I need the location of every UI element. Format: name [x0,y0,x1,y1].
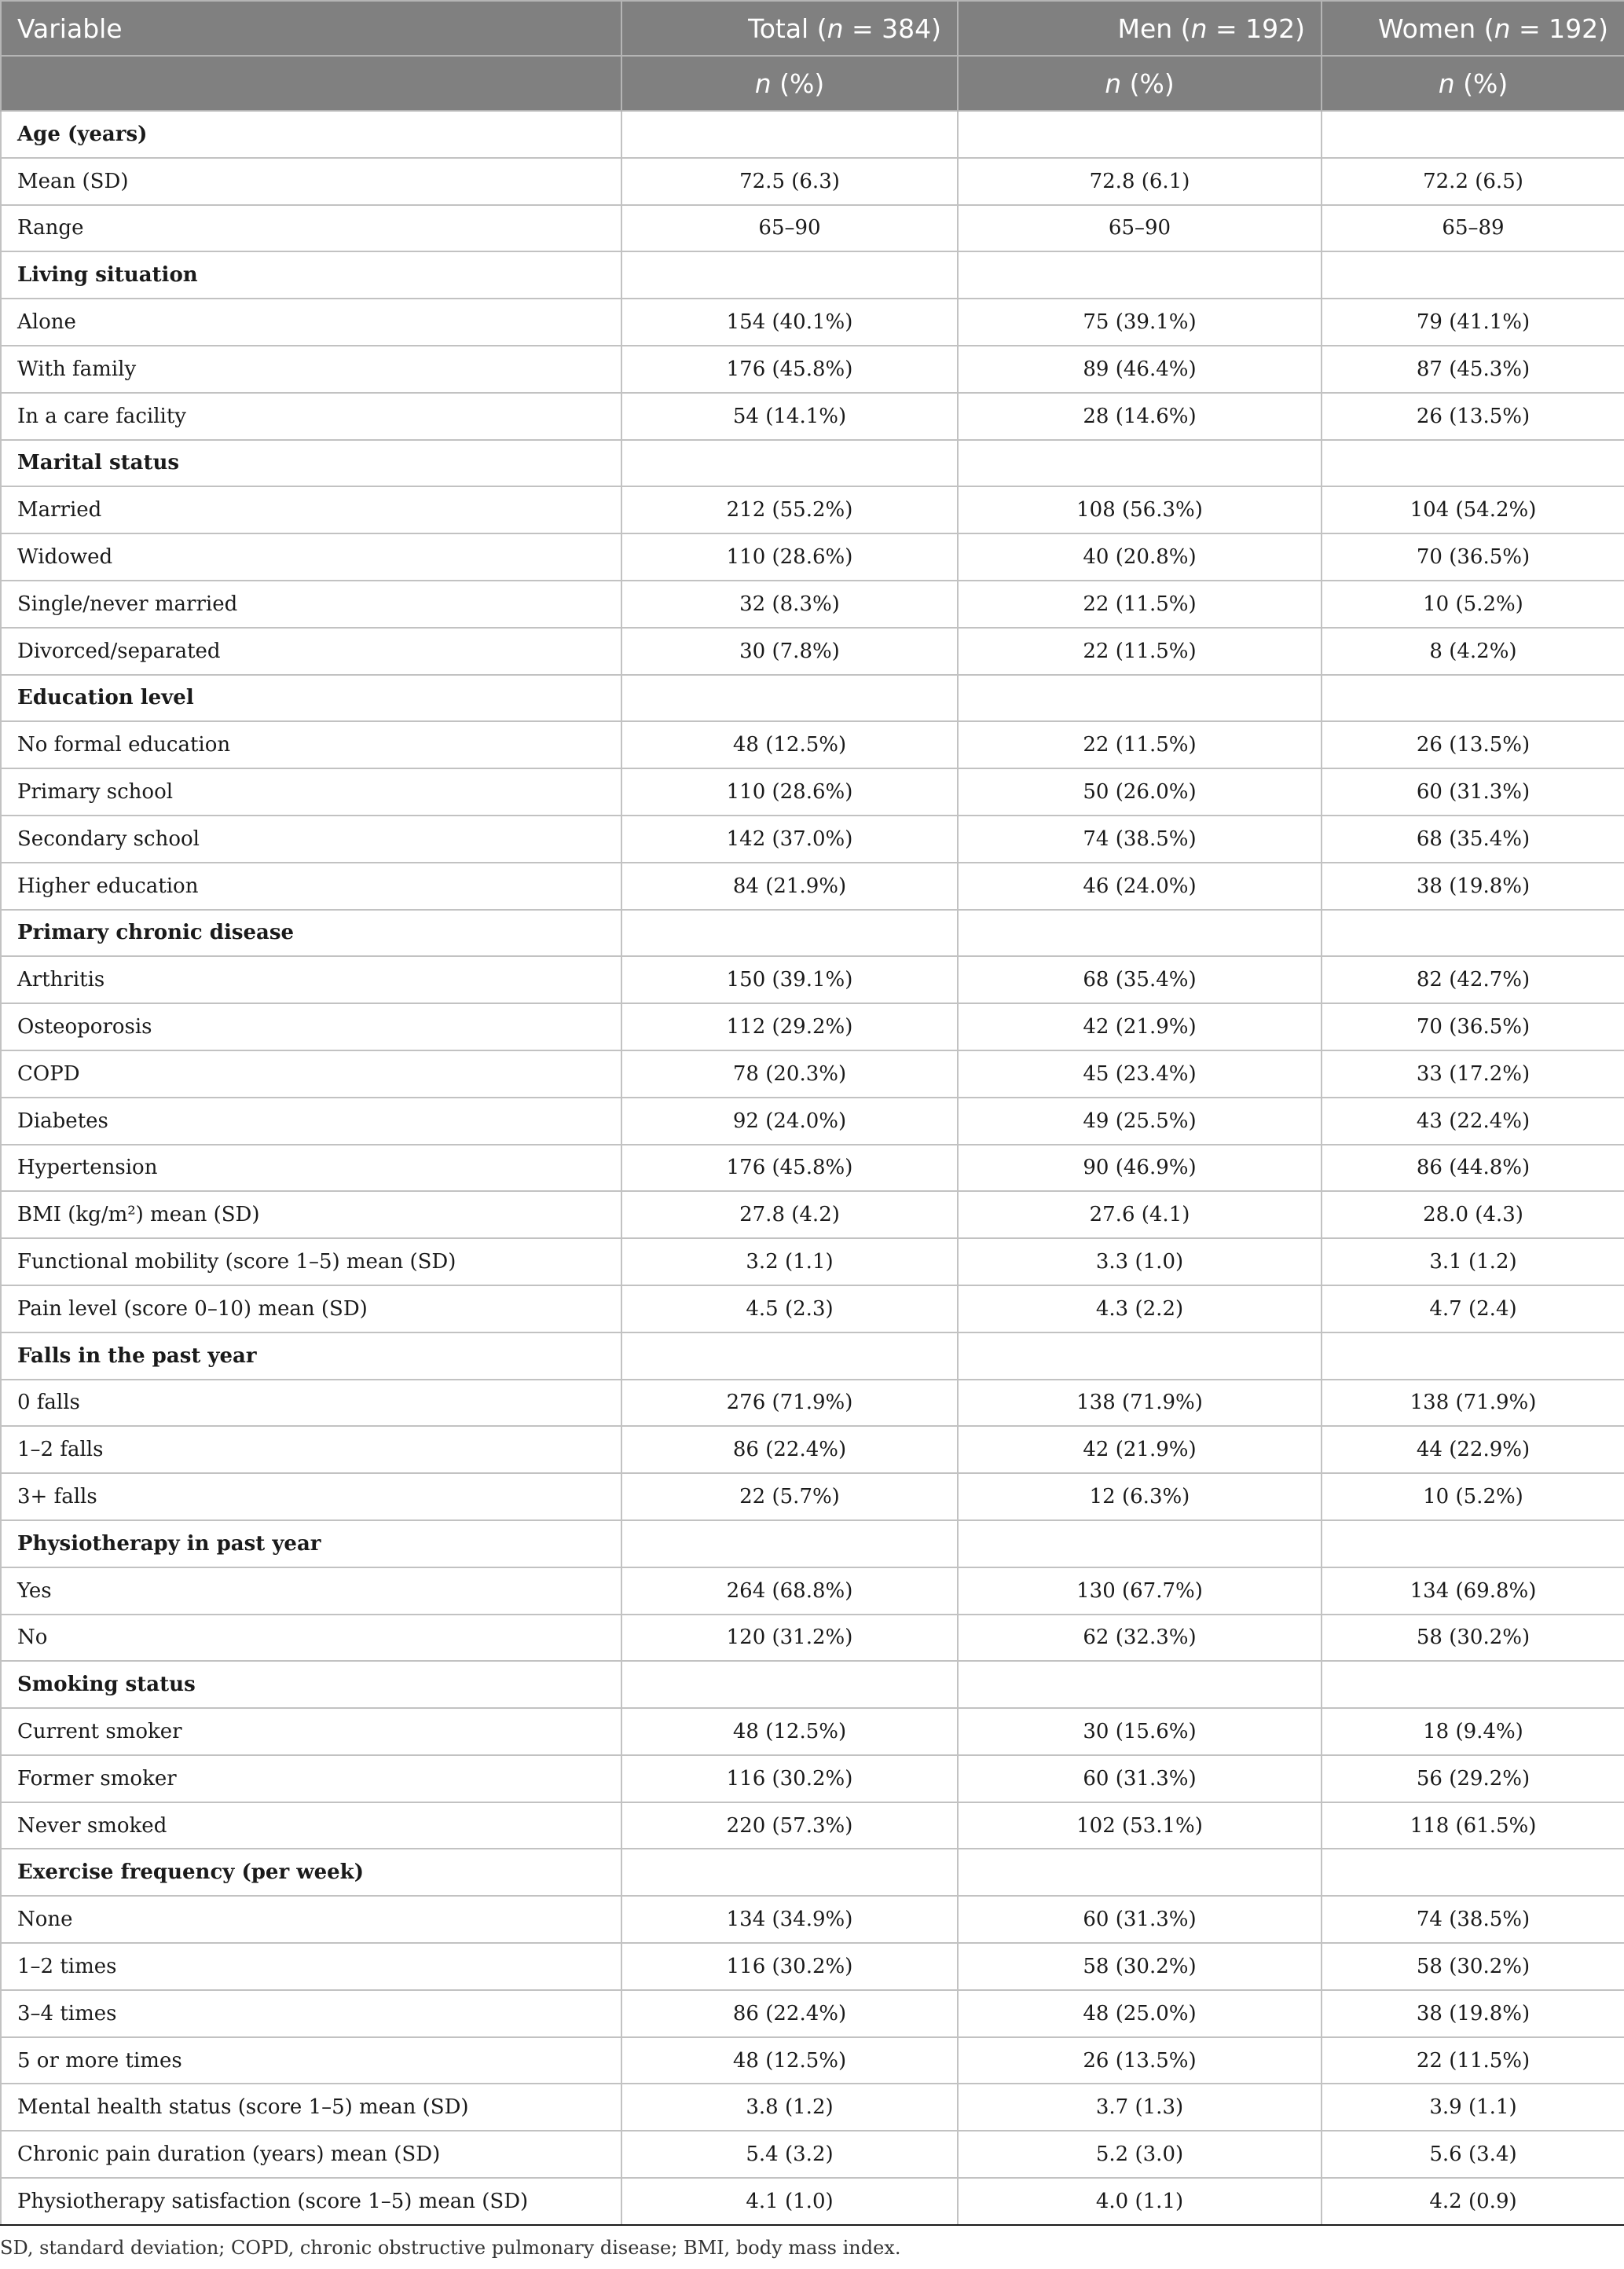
cell-variable: Hypertension [1,1145,621,1192]
cell-variable: Alone [1,299,621,346]
subheader-women: n (%) [1322,56,1624,111]
cell-women: 58 (30.2%) [1322,1943,1624,1990]
cell-men: 3.7 (1.3) [958,2084,1322,2131]
table-body [1,111,1624,2225]
cell-men: 30 (15.6%) [958,1708,1322,1755]
cell-total [621,675,958,722]
cell-total: 110 (28.6%) [621,533,958,581]
section-header-row [1,1332,1624,1380]
cell-women [1322,1520,1624,1567]
cell-variable: Arthritis [1,956,621,1003]
cell-total: 72.5 (6.3) [621,158,958,205]
cell-variable: With family [1,346,621,393]
cell-men: 58 (30.2%) [958,1943,1322,1990]
cell-variable: Secondary school [1,816,621,863]
table-row [1,1426,1624,1473]
cell-total: 48 (12.5%) [621,721,958,768]
table-row [1,721,1624,768]
section-header-row [1,1849,1624,1896]
cell-men [958,440,1322,487]
cell-men: 60 (31.3%) [958,1896,1322,1943]
cell-women: 104 (54.2%) [1322,486,1624,533]
cell-total: 264 (68.8%) [621,1567,958,1615]
cell-men: 130 (67.7%) [958,1567,1322,1615]
cell-women: 26 (13.5%) [1322,721,1624,768]
cell-men: 12 (6.3%) [958,1473,1322,1520]
cell-total: 142 (37.0%) [621,816,958,863]
cell-women: 70 (36.5%) [1322,533,1624,581]
table-row [1,1802,1624,1849]
section-header-row [1,440,1624,487]
cell-variable: 1–2 falls [1,1426,621,1473]
cell-men: 102 (53.1%) [958,1802,1322,1849]
table-row [1,2037,1624,2084]
section-header-row [1,1661,1624,1708]
cell-variable: Education level [1,675,621,722]
cell-variable: Marital status [1,440,621,487]
cell-men [958,251,1322,299]
cell-variable: Age (years) [1,111,621,158]
cell-total: 150 (39.1%) [621,956,958,1003]
cell-variable: Former smoker [1,1755,621,1802]
table-row [1,768,1624,816]
cell-variable: Range [1,205,621,252]
cell-total: 176 (45.8%) [621,346,958,393]
section-header-row [1,111,1624,158]
cell-variable: 5 or more times [1,2037,621,2084]
table-row [1,1615,1624,1662]
cell-men: 60 (31.3%) [958,1755,1322,1802]
cell-women: 87 (45.3%) [1322,346,1624,393]
cell-women: 65–89 [1322,205,1624,252]
cell-women: 18 (9.4%) [1322,1708,1624,1755]
cell-variable: Single/never married [1,581,621,628]
cell-total: 276 (71.9%) [621,1380,958,1427]
cell-total: 65–90 [621,205,958,252]
cell-variable: None [1,1896,621,1943]
cell-total: 4.1 (1.0) [621,2178,958,2225]
table-row [1,1191,1624,1238]
cell-men: 27.6 (4.1) [958,1191,1322,1238]
table-row [1,486,1624,533]
cell-total: 32 (8.3%) [621,581,958,628]
cell-variable: Widowed [1,533,621,581]
cell-men: 42 (21.9%) [958,1003,1322,1050]
cell-women: 3.9 (1.1) [1322,2084,1624,2131]
cell-women: 8 (4.2%) [1322,628,1624,675]
cell-variable: Osteoporosis [1,1003,621,1050]
cell-men: 138 (71.9%) [958,1380,1322,1427]
cell-variable: Primary school [1,768,621,816]
cell-men [958,111,1322,158]
cell-women: 79 (41.1%) [1322,299,1624,346]
cell-women [1322,1849,1624,1896]
cell-variable: Chronic pain duration (years) mean (SD) [1,2131,621,2178]
cell-variable: Physiotherapy satisfaction (score 1–5) mean (SD) [1,2178,621,2225]
cell-total [621,1520,958,1567]
cell-variable: No formal education [1,721,621,768]
table-row [1,1145,1624,1192]
cell-men: 74 (38.5%) [958,816,1322,863]
cell-variable: Smoking status [1,1661,621,1708]
cell-total: 84 (21.9%) [621,863,958,910]
cell-total: 5.4 (3.2) [621,2131,958,2178]
cell-women: 138 (71.9%) [1322,1380,1624,1427]
table-row [1,1990,1624,2037]
cell-women: 33 (17.2%) [1322,1050,1624,1098]
cell-variable: Falls in the past year [1,1332,621,1380]
table-row [1,1098,1624,1145]
cell-total: 120 (31.2%) [621,1615,958,1662]
table-row [1,2084,1624,2131]
cell-variable: Never smoked [1,1802,621,1849]
cell-men: 50 (26.0%) [958,768,1322,816]
table-row [1,1755,1624,1802]
cell-variable: BMI (kg/m²) mean (SD) [1,1191,621,1238]
cell-men: 26 (13.5%) [958,2037,1322,2084]
table-footnote: SD, standard deviation; COPD, chronic obstructive pulmonary disease; BMI, body mass index. [0,2236,901,2259]
cell-total: 22 (5.7%) [621,1473,958,1520]
cell-men: 49 (25.5%) [958,1098,1322,1145]
section-header-row [1,1520,1624,1567]
cell-men: 89 (46.4%) [958,346,1322,393]
cell-women: 74 (38.5%) [1322,1896,1624,1943]
cell-total [621,251,958,299]
cell-total [621,1332,958,1380]
table-row [1,533,1624,581]
cell-men: 75 (39.1%) [958,299,1322,346]
cell-men [958,1520,1322,1567]
cell-women: 134 (69.8%) [1322,1567,1624,1615]
table-row [1,158,1624,205]
cell-women: 58 (30.2%) [1322,1615,1624,1662]
cell-women: 43 (22.4%) [1322,1098,1624,1145]
cell-total: 3.2 (1.1) [621,1238,958,1285]
cell-total: 154 (40.1%) [621,299,958,346]
table-row [1,393,1624,440]
cell-women: 22 (11.5%) [1322,2037,1624,2084]
cell-men: 4.3 (2.2) [958,1285,1322,1332]
cell-women: 28.0 (4.3) [1322,1191,1624,1238]
cell-women: 4.7 (2.4) [1322,1285,1624,1332]
cell-total: 4.5 (2.3) [621,1285,958,1332]
cell-women: 82 (42.7%) [1322,956,1624,1003]
header-women: Women (n = 192) [1322,1,1624,56]
cell-women: 10 (5.2%) [1322,1473,1624,1520]
cell-women [1322,440,1624,487]
table-row [1,2131,1624,2178]
table-row [1,1473,1624,1520]
cell-men: 28 (14.6%) [958,393,1322,440]
cell-men: 22 (11.5%) [958,721,1322,768]
cell-variable: Mean (SD) [1,158,621,205]
cell-total: 86 (22.4%) [621,1990,958,2037]
cell-women: 26 (13.5%) [1322,393,1624,440]
cell-women: 70 (36.5%) [1322,1003,1624,1050]
subheader-total: n (%) [621,56,958,111]
table-row [1,956,1624,1003]
subheader-men: n (%) [958,56,1322,111]
table-row [1,1238,1624,1285]
cell-men: 45 (23.4%) [958,1050,1322,1098]
table-row [1,2178,1624,2225]
table-row [1,1943,1624,1990]
cell-men [958,1661,1322,1708]
cell-total: 48 (12.5%) [621,2037,958,2084]
cell-women: 86 (44.8%) [1322,1145,1624,1192]
cell-total [621,1849,958,1896]
cell-variable: Physiotherapy in past year [1,1520,621,1567]
cell-women: 118 (61.5%) [1322,1802,1624,1849]
table-header [1,1,1624,111]
table-row [1,628,1624,675]
cell-women [1322,1332,1624,1380]
table-row [1,581,1624,628]
section-header-row [1,251,1624,299]
cell-women [1322,910,1624,957]
cell-variable: Diabetes [1,1098,621,1145]
table-row [1,1380,1624,1427]
cell-total: 212 (55.2%) [621,486,958,533]
cell-men: 42 (21.9%) [958,1426,1322,1473]
header-variable: Variable [1,1,621,56]
cell-total: 48 (12.5%) [621,1708,958,1755]
cell-variable: Mental health status (score 1–5) mean (SD) [1,2084,621,2131]
cell-variable: Current smoker [1,1708,621,1755]
section-header-row [1,675,1624,722]
table-row [1,1050,1624,1098]
cell-total: 112 (29.2%) [621,1003,958,1050]
cell-men: 40 (20.8%) [958,533,1322,581]
table-row [1,816,1624,863]
cell-variable: No [1,1615,621,1662]
cell-women: 10 (5.2%) [1322,581,1624,628]
cell-women: 38 (19.8%) [1322,1990,1624,2037]
cell-men: 5.2 (3.0) [958,2131,1322,2178]
cell-total: 134 (34.9%) [621,1896,958,1943]
header-total: Total (n = 384) [621,1,958,56]
cell-women: 4.2 (0.9) [1322,2178,1624,2225]
subheader-variable-empty [1,56,621,111]
subheader-row [1,56,1624,111]
cell-total [621,910,958,957]
table-row [1,346,1624,393]
cell-women: 38 (19.8%) [1322,863,1624,910]
cell-total: 92 (24.0%) [621,1098,958,1145]
cell-men [958,910,1322,957]
cell-total: 30 (7.8%) [621,628,958,675]
cell-women: 3.1 (1.2) [1322,1238,1624,1285]
cell-women: 44 (22.9%) [1322,1426,1624,1473]
cell-men: 90 (46.9%) [958,1145,1322,1192]
cell-men: 48 (25.0%) [958,1990,1322,2037]
cell-women: 56 (29.2%) [1322,1755,1624,1802]
cell-variable: Living situation [1,251,621,299]
cell-men: 72.8 (6.1) [958,158,1322,205]
cell-total: 116 (30.2%) [621,1943,958,1990]
cell-women: 60 (31.3%) [1322,768,1624,816]
cell-total: 27.8 (4.2) [621,1191,958,1238]
cell-men: 4.0 (1.1) [958,2178,1322,2225]
cell-total: 3.8 (1.2) [621,2084,958,2131]
cell-women: 68 (35.4%) [1322,816,1624,863]
cell-women [1322,1661,1624,1708]
cell-variable: 3–4 times [1,1990,621,2037]
table-row [1,1708,1624,1755]
cell-men: 46 (24.0%) [958,863,1322,910]
cell-variable: Divorced/separated [1,628,621,675]
table-row [1,1285,1624,1332]
cell-men: 22 (11.5%) [958,581,1322,628]
cell-men: 68 (35.4%) [958,956,1322,1003]
cell-men [958,1849,1322,1896]
cell-variable: Exercise frequency (per week) [1,1849,621,1896]
cell-variable: Functional mobility (score 1–5) mean (SD) [1,1238,621,1285]
header-men: Men (n = 192) [958,1,1322,56]
cell-total: 176 (45.8%) [621,1145,958,1192]
cell-total: 78 (20.3%) [621,1050,958,1098]
cell-women [1322,675,1624,722]
cell-women [1322,111,1624,158]
cell-women: 72.2 (6.5) [1322,158,1624,205]
cell-men: 108 (56.3%) [958,486,1322,533]
table-row [1,1567,1624,1615]
cell-total: 116 (30.2%) [621,1755,958,1802]
table-row [1,299,1624,346]
cell-total [621,1661,958,1708]
cell-men: 65–90 [958,205,1322,252]
table-row [1,863,1624,910]
cell-variable: Married [1,486,621,533]
cell-variable: Yes [1,1567,621,1615]
table-row [1,205,1624,252]
cell-variable: Pain level (score 0–10) mean (SD) [1,1285,621,1332]
cell-variable: 3+ falls [1,1473,621,1520]
cell-men: 22 (11.5%) [958,628,1322,675]
cell-variable: 0 falls [1,1380,621,1427]
cell-men: 3.3 (1.0) [958,1238,1322,1285]
cell-variable: Higher education [1,863,621,910]
cell-variable: 1–2 times [1,1943,621,1990]
cell-total [621,111,958,158]
header-row [1,1,1624,56]
cell-total: 220 (57.3%) [621,1802,958,1849]
cell-variable: In a care facility [1,393,621,440]
table-row [1,1003,1624,1050]
cell-variable: Primary chronic disease [1,910,621,957]
cell-men [958,1332,1322,1380]
cell-variable: COPD [1,1050,621,1098]
cell-women: 5.6 (3.4) [1322,2131,1624,2178]
section-header-row [1,910,1624,957]
cell-total [621,440,958,487]
cell-total: 86 (22.4%) [621,1426,958,1473]
cell-men: 62 (32.3%) [958,1615,1322,1662]
cell-total: 110 (28.6%) [621,768,958,816]
cell-women [1322,251,1624,299]
cell-men [958,675,1322,722]
cell-total: 54 (14.1%) [621,393,958,440]
table-row [1,1896,1624,1943]
